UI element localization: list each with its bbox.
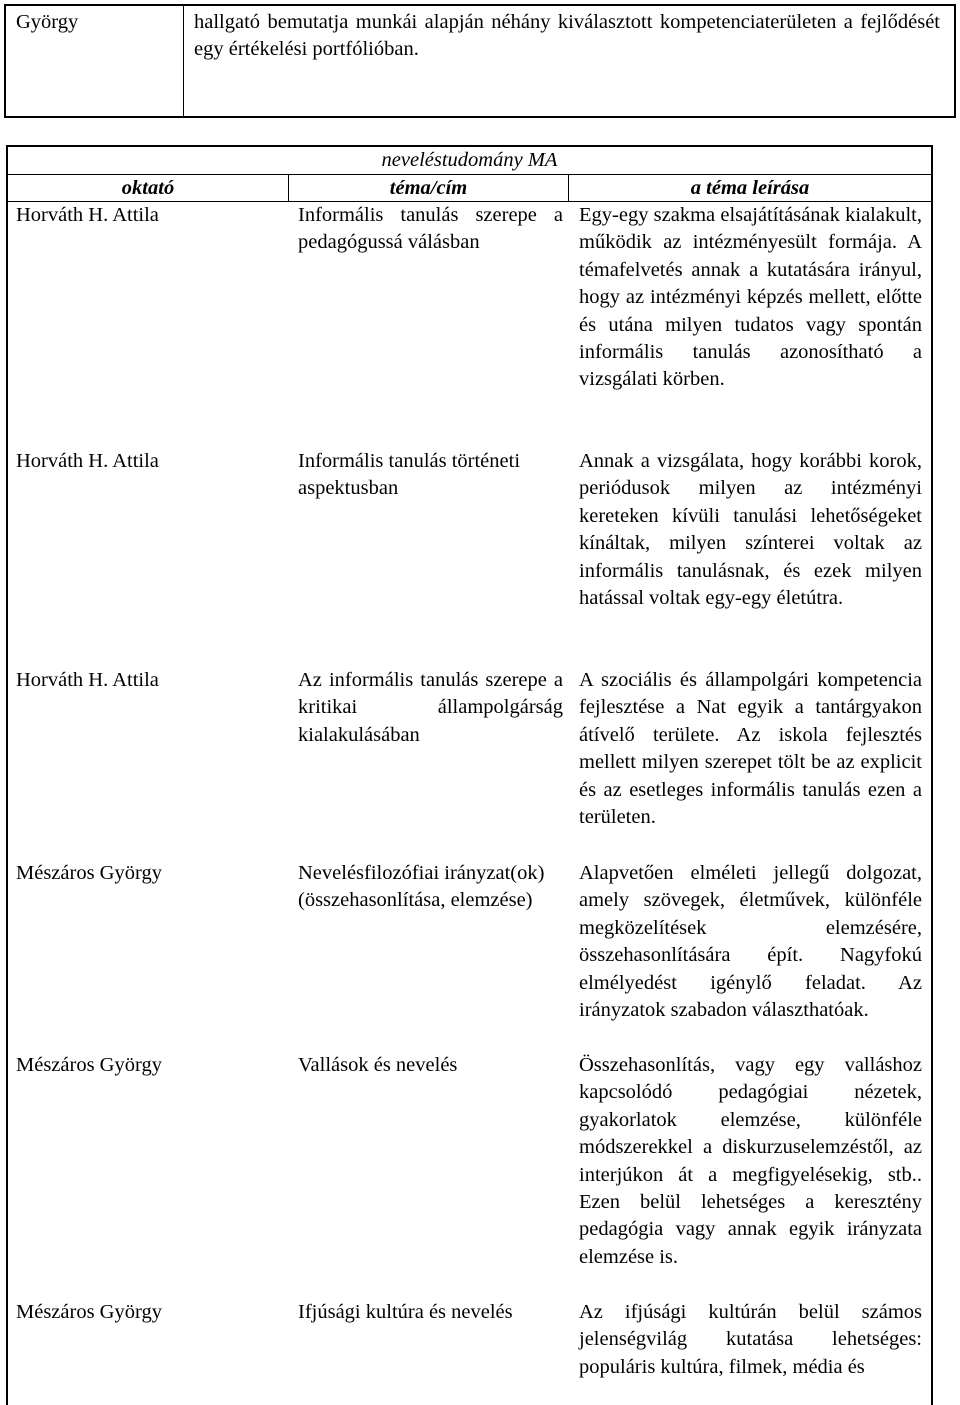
topic-cell: Ifjúsági kultúra és nevelés <box>298 1301 513 1323</box>
table-row <box>8 1052 931 1299</box>
teacher-cell: Horváth H. Attila <box>16 669 159 691</box>
topic-cell: Informális tanulás történeti aspektusban <box>298 450 521 500</box>
teacher-cell: Horváth H. Attila <box>16 204 159 226</box>
teacher-cell: Mészáros György <box>16 1054 162 1076</box>
previous-teacher-cell: György <box>6 6 184 116</box>
description-cell: Összehasonlítás, vagy egy valláshoz kapcsolódó pedagógiai nézetek, gyakorlatok elemzése, különféle módszerekkel a diskurzuselemzéstől, az interjúkon át a megfigyelésekig, stb.. Ezen belül lehetséges a keresztény pedagógia vagy annak egyik irányzata elemzése is. <box>579 1054 922 1268</box>
table-row <box>8 448 931 667</box>
topic-cell: Nevelésfilozófiai irányzat(ok) (összehasonlítása, elemzése) <box>298 862 545 912</box>
description-cell: Az ifjúsági kultúrán belül számos jelenségvilág kutatása lehetséges: populáris kultúra, filmek, média és <box>579 1301 922 1378</box>
table-title: neveléstudomány MA <box>8 147 931 175</box>
table-row <box>8 860 931 1052</box>
topic-cell: Az informális tanulás szerepe a kritikai állampolgárság kialakulásában <box>298 669 563 746</box>
header-description: a téma leírása <box>690 177 810 199</box>
table-row <box>8 1299 931 1389</box>
description-cell: Annak a vizsgálata, hogy korábbi korok, periódusok milyen az intézményi kereteken kívüli tanulási lehetőségeket kínáltak, milyen színterei voltak az informális tanulásnak, és ezek milyen hatással voltak egy-egy életútra. <box>579 450 922 610</box>
description-cell: Alapvetően elméleti jellegű dolgozat, amely szövegek, életművek, különféle megközelítések elemzésére, összehasonlítására épít. Nagyfokú elmélyedést igénylő feladat. Az irányzatok szabadon választhatóak. <box>579 862 922 1022</box>
teacher-cell: Horváth H. Attila <box>16 450 159 472</box>
previous-description-cell: hallgató bemutatja munkái alapján néhány kiválasztott kompetenciaterületen a fejlődését egy értékelési portfólióban. <box>194 11 940 61</box>
description-cell: Egy-egy szakma elsajátításának kialakult, működik az intézményesült formája. A témafelvetés annak a kutatására irányul, hogy az intézményi képzés mellett, előtte és utána milyen tudatos vagy spontán informális tanulás azonosítható a vizsgálati körben. <box>579 204 922 391</box>
table-row <box>8 667 931 860</box>
teacher-cell: Mészáros György <box>16 862 162 884</box>
topic-cell: Informális tanulás szerepe a pedagógussá válásban <box>298 204 563 254</box>
topics-table <box>6 145 933 1405</box>
topic-cell: Vallások és nevelés <box>298 1054 458 1076</box>
previous-table-fragment <box>4 4 956 118</box>
description-cell: A szociális és állampolgári kompetencia fejlesztése a Nat egyik a tantárgyakon átívelő területe. Az iskola fejlesztés mellett milyen szerepet tölt be az explicit és az esetleges informális tanulás ezen a területen. <box>579 669 922 829</box>
table-row <box>8 202 931 448</box>
teacher-cell: Mészáros György <box>16 1301 162 1323</box>
header-teacher: oktató <box>8 175 289 201</box>
header-topic: téma/cím <box>289 175 569 201</box>
table-header-row <box>8 175 931 202</box>
